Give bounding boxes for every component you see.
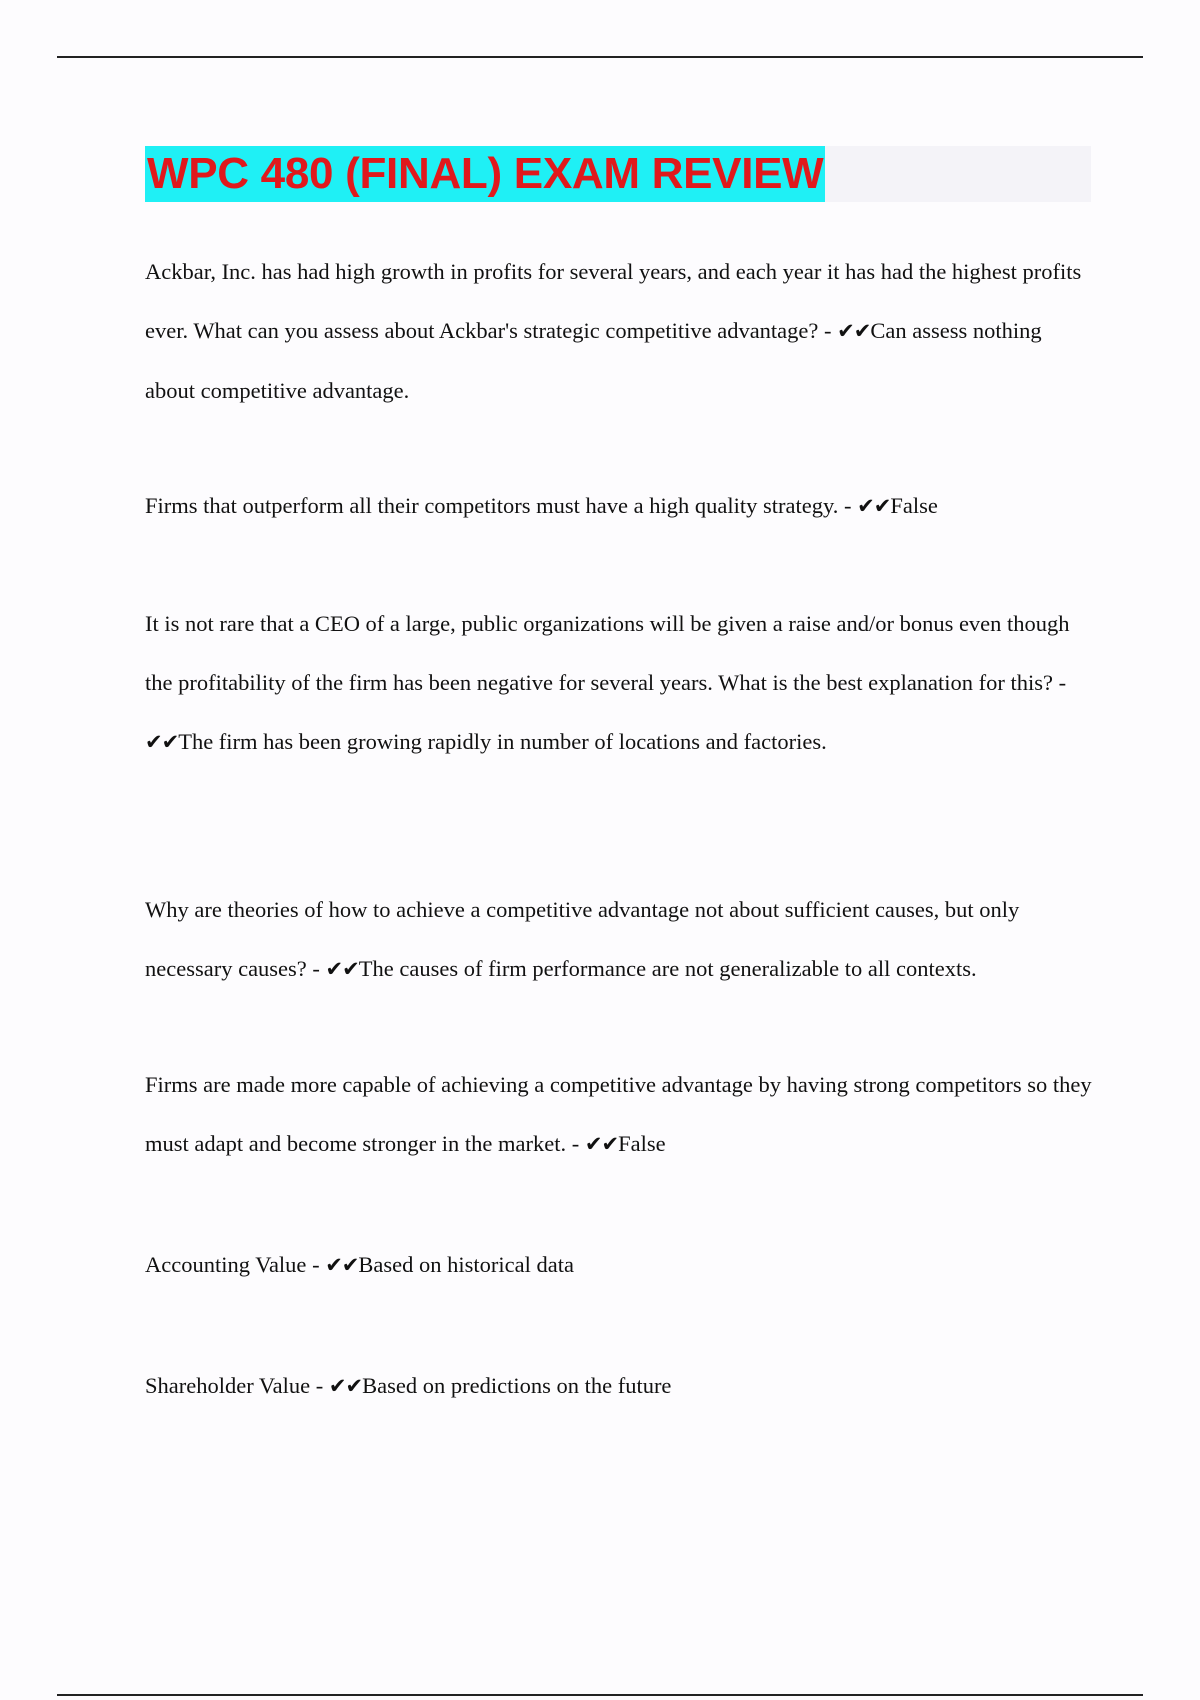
question-text: Shareholder Value (145, 1373, 311, 1398)
answer-separator: - (1053, 670, 1067, 695)
answer-text: False (890, 493, 938, 518)
answer-text: The causes of firm performance are not generalizable to all contexts. (358, 956, 977, 981)
double-check-icon: ✔✔ (584, 1132, 619, 1156)
answer-text: Can assess nothing about competitive advantage. (145, 318, 1042, 403)
double-check-icon: ✔✔ (328, 1374, 363, 1398)
qa-item (145, 242, 1095, 420)
double-check-icon: ✔✔ (325, 1253, 359, 1277)
qa-item (145, 880, 1095, 999)
question-text: Accounting Value (145, 1252, 307, 1277)
answer-text: Based on historical data (358, 1252, 574, 1277)
answer-text: The firm has been growing rapidly in number of locations and factories. (178, 729, 827, 754)
document-title: WPC 480 (FINAL) EXAM REVIEW (145, 146, 825, 202)
answer-separator: - (306, 1252, 326, 1277)
double-check-icon: ✔✔ (145, 730, 179, 754)
answer-separator: - (310, 1373, 329, 1398)
answer-separator: - (306, 956, 326, 981)
question-text: Firms that outperform all their competitors must have a high quality strategy. (145, 493, 839, 518)
answer-separator: - (838, 493, 858, 518)
answer-separator: - (818, 318, 838, 343)
double-check-icon: ✔✔ (837, 319, 871, 343)
qa-item (145, 476, 1095, 536)
header-rule (57, 56, 1143, 58)
qa-item (145, 594, 1095, 772)
qa-item (145, 1235, 1095, 1295)
question-text: Ackbar, Inc. has had high growth in profits for several years, and each year it has had the highest profits ever. What can you assess about Ackbar's strategic competitive advantage? (145, 259, 1082, 343)
qa-item (145, 1356, 1095, 1416)
answer-separator: - (566, 1131, 585, 1156)
answer-text: False (618, 1131, 666, 1156)
double-check-icon: ✔✔ (857, 494, 891, 518)
qa-item (145, 1055, 1095, 1174)
question-text: Firms are made more capable of achieving a competitive advantage by having strong competitors so they must adapt and become stronger in the market. (145, 1072, 1092, 1156)
question-text: It is not rare that a CEO of a large, public organizations will be given a raise and/or bonus even though the profitability of the firm has been negative for several years. What is the best explanation for this? (145, 611, 1070, 695)
question-text: Why are theories of how to achieve a competitive advantage not about sufficient causes, but only necessary causes? (145, 897, 1020, 981)
answer-text: Based on predictions on the future (362, 1373, 672, 1398)
footer-rule (57, 1694, 1143, 1696)
double-check-icon: ✔✔ (325, 957, 359, 981)
